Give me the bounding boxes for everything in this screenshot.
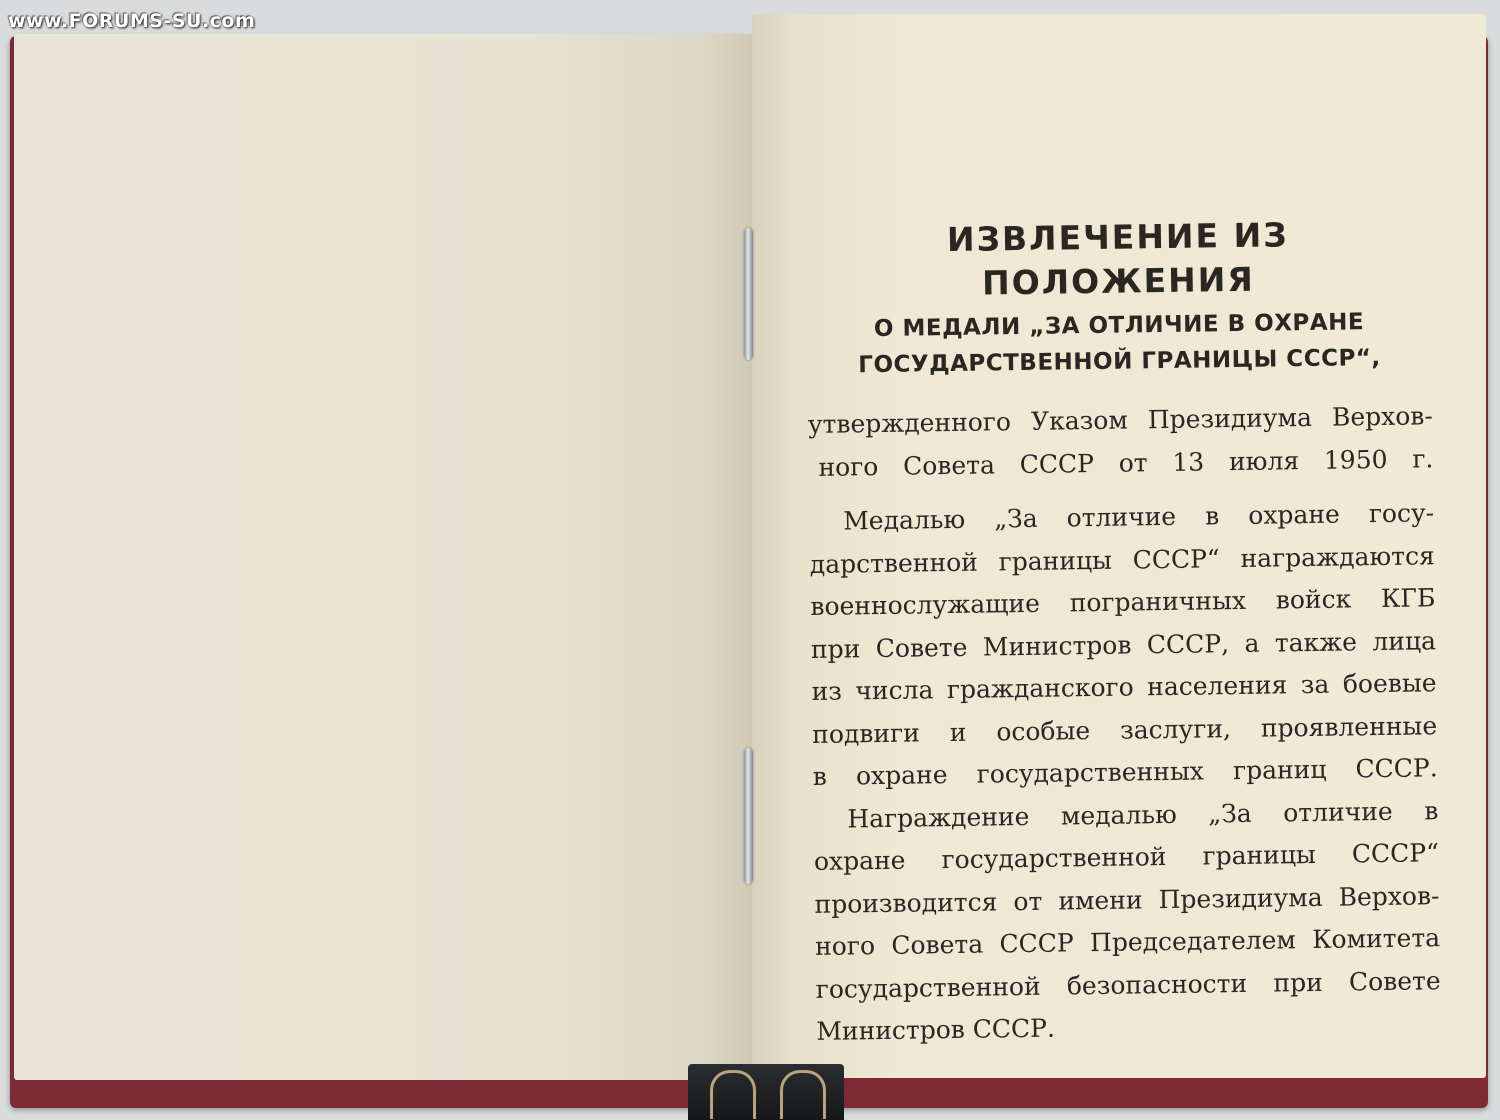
- paragraph-2-line-5: государственной безопасности при Совете: [815, 965, 1441, 1004]
- staple-bottom: [744, 748, 753, 884]
- intro-line-2: ного Совета СССР от 13 июля 1950 г.: [818, 443, 1434, 482]
- intro-line-1: утвержденного Указом Президиума Верхов-: [807, 401, 1433, 439]
- paragraph-1-line-7: в охране государственных границ СССР.: [812, 753, 1438, 791]
- paragraph-1-line-6: подвиги и особые заслуги, проявленные: [811, 710, 1438, 749]
- document-subtitle-line-1: О МЕДАЛИ „ЗА ОТЛИЧИЕ В ОХРАНЕ: [873, 309, 1365, 343]
- document-subtitle-line-2: ГОСУДАРСТВЕННОЙ ГРАНИЦЫ СССР“,: [858, 344, 1381, 379]
- paragraph-2-line-4: ного Совета СССР Председателем Комитета: [814, 923, 1441, 961]
- binder-clip-wire-left: [710, 1070, 756, 1119]
- paragraph-1-line-1: Медалью „За отличие в охране госу-: [843, 498, 1435, 536]
- watermark: www.FORUMS-SU.com: [8, 10, 256, 32]
- staple-top: [744, 228, 753, 360]
- paragraph-1-line-5: из числа гражданского населения за боевые: [811, 668, 1437, 706]
- paragraph-2-line-3: производится от имени Президиума Верхов-: [814, 880, 1440, 919]
- left-page: [14, 34, 752, 1080]
- binder-clip-wire-right: [780, 1070, 826, 1119]
- paragraph-2-line-1: Награждение медалью „За отличие в: [847, 795, 1439, 833]
- paragraph-2-line-6: Министров СССР.: [816, 1013, 1056, 1046]
- paragraph-1-line-3: военнослужащие пограничных войск КГБ: [810, 583, 1436, 621]
- intro-block: [808, 395, 1434, 489]
- document-text: [805, 211, 1442, 1053]
- paragraph-2: [813, 790, 1441, 1054]
- paragraph-1-line-4: при Совете Министров СССР, а также лица: [810, 625, 1437, 664]
- document-title: ИЗВЛЕЧЕНИЕ ИЗ ПОЛОЖЕНИЯ: [946, 215, 1289, 303]
- binder-clip: [688, 1064, 844, 1120]
- paragraph-1-line-2: дарственной границы СССР“ награждаются: [809, 540, 1435, 579]
- paragraph-2-line-2: охране государственной границы СССР“: [813, 838, 1440, 876]
- paragraph-1: [809, 492, 1438, 798]
